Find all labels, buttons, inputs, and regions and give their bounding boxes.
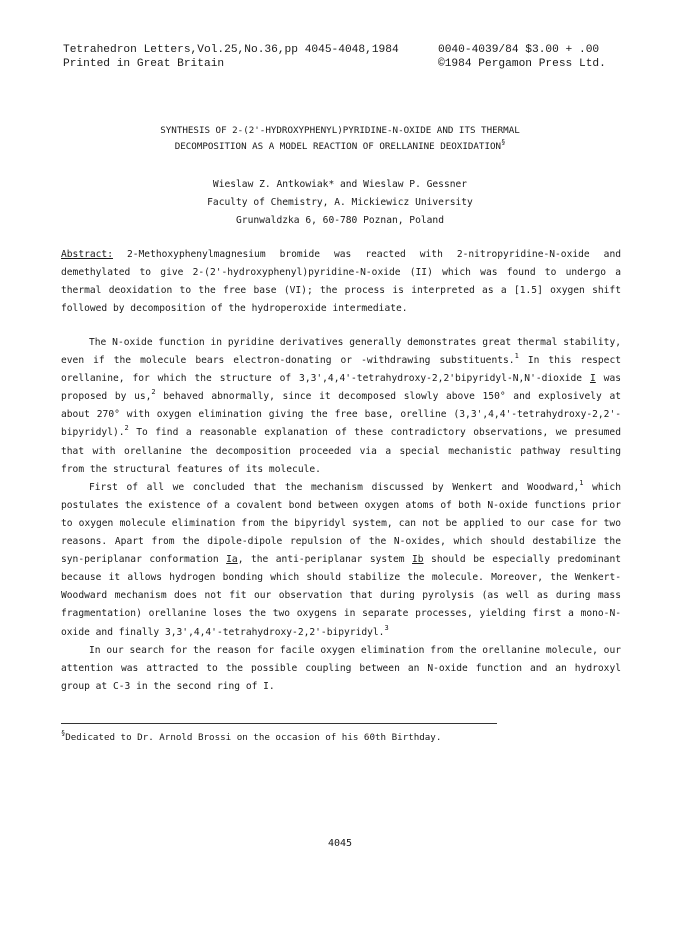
price-code: 0040-4039/84 $3.00 + .00 xyxy=(438,44,600,56)
page-number: 4045 xyxy=(327,838,353,849)
ref-sup: 2 xyxy=(151,388,156,397)
abstract-text: 2-Methoxyphenylmagnesium bromide was reacted with 2-nitropyridine-N-oxide and demethylated to give 2-(2'-hydroxyphenyl)pyridine-N-oxide (II) which was found to undergo a thermal deoxidation to the free base (VI); the process is interpreted as a [1.5] oxygen shift followed by decomposition of the hydroperoxide intermediate. xyxy=(61,249,621,315)
p2-text-b: which postulates the existence of a covalent bond between oxygen atoms of both N-oxide functions prior to oxygen molecule elimination from the bipyridyl system, can not be applied to our case for two reasons. Apart from the dipole-dipole repulsion of the N-oxides, which should destabilize the syn-periplanar conformation xyxy=(61,481,621,566)
dedication-mark: § xyxy=(501,138,506,146)
paragraph-2 xyxy=(61,479,621,642)
p1-text-a: The N-oxide function in pyridine derivatives generally demonstrates great thermal stability, even if the molecule bears electron-donating or -withdrawing substituents. xyxy=(61,337,621,367)
address: Grunwaldzka 6, 60-780 Poznan, Poland xyxy=(236,215,444,226)
footnote-rule xyxy=(61,723,497,724)
ref-sup: 3 xyxy=(384,623,389,632)
p1-text-d: behaved abnormally, since it decomposed slowly above 150° and explosively at about 270° with oxygen elimination giving the free base, orelline (3,3',4,4'-tetrahydroxy-2,2'-bipyridyl). xyxy=(61,391,622,439)
ref-sup: 2 xyxy=(124,424,129,433)
compound-ref: Ia xyxy=(226,554,238,566)
paragraph-1 xyxy=(61,334,621,479)
compound-ref: I xyxy=(589,373,596,385)
affiliation: Faculty of Chemistry, A. Mickiewicz University xyxy=(207,197,473,208)
copyright: ©1984 Pergamon Press Ltd. xyxy=(438,58,606,70)
paper-title xyxy=(0,123,680,155)
p1-text-c: was proposed by us, xyxy=(61,373,622,403)
footnote-text: Dedicated to Dr. Arnold Brossi on the occasion of his 60th Birthday. xyxy=(65,732,442,743)
paragraph-3 xyxy=(61,642,621,696)
footnote xyxy=(61,731,441,745)
footnote-mark: § xyxy=(61,729,66,737)
ref-sup: 1 xyxy=(579,478,584,487)
journal-header-right xyxy=(438,43,606,71)
abstract-label: Abstract: xyxy=(61,249,113,260)
p2-text-d: should be especially predominant because it allows hydrogen bonding which should stabilize the molecule. Moreover, the Wenkert-Woodward mechanism does not fit our observation that during pyrolysis (as well as during mass fragmentation) orellanine loses the two oxygens in separate processes, yielding first a mono-N-oxide and finally 3,3',4,4'-tetrahydroxy-2,2'-bipyridyl. xyxy=(61,554,621,638)
ref-sup: 1 xyxy=(514,352,519,361)
compound-ref: Ib xyxy=(412,554,424,566)
title-line-1: SYNTHESIS OF 2-(2'-HYDROXYPHENYL)PYRIDINE-N-OXIDE AND ITS THERMAL xyxy=(160,125,520,136)
p2-text-a: First of all we concluded that the mechanism discussed by Wenkert and Woodward, xyxy=(89,481,580,493)
p1-text-b: In this respect orellanine, for which the structure of 3,3',4,4'-tetrahydroxy-2,2'bipyridyl-N,N'-dioxide xyxy=(61,355,621,385)
printed-location: Printed in Great Britain xyxy=(63,58,225,70)
author-names: Wieslaw Z. Antkowiak* and Wieslaw P. Gessner xyxy=(212,179,468,190)
p1-text-e: To find a reasonable explanation of these contradictory observations, we presumed that with orellanine the decomposition proceeded via a special mechanistic pathway resulting from the structural features of its molecule. xyxy=(61,427,621,475)
p2-text-c: , the anti-periplanar system xyxy=(237,554,413,566)
body-text xyxy=(61,334,621,696)
title-line-2 xyxy=(0,139,680,155)
abstract xyxy=(61,246,621,318)
journal-header-left xyxy=(63,43,399,71)
author-block xyxy=(0,176,680,230)
p3-text: In our search for the reason for facile oxygen elimination from the orellanine molecule, our attention was attracted to the possible coupling between an N-oxide function and an hydroxyl group at C-3 in the second ring of I. xyxy=(61,644,621,692)
journal-citation: Tetrahedron Letters,Vol.25,No.36,pp 4045-4048,1984 xyxy=(63,44,399,56)
title-line-2-text: DECOMPOSITION AS A MODEL REACTION OF ORELLANINE DEOXIDATION xyxy=(174,141,502,152)
